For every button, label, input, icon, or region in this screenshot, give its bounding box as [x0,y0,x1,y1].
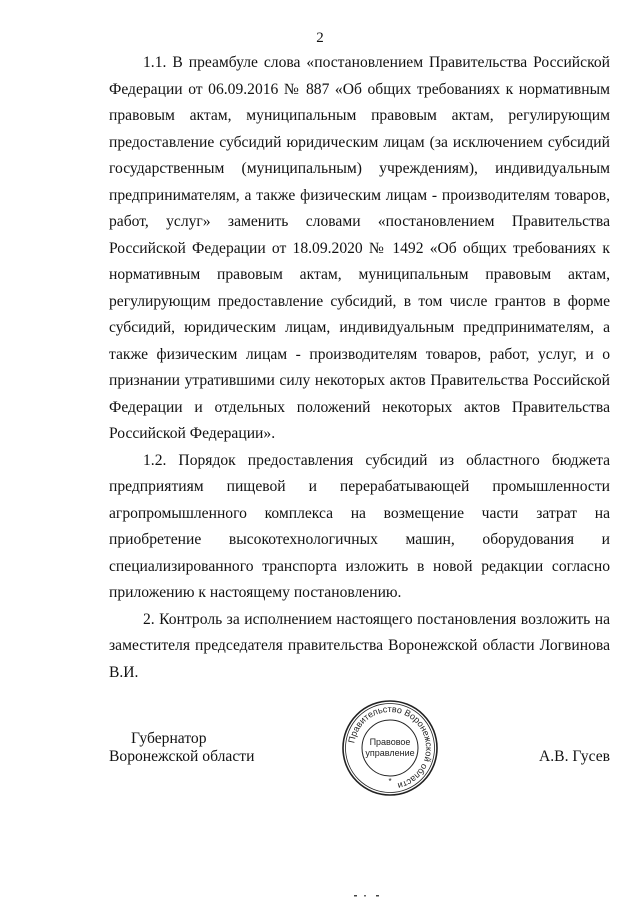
scan-artifact [354,894,384,897]
signatory-region: Воронежской области [109,748,255,765]
stamp-center-line-2: управление [365,748,415,758]
stamp-center-line-1: Правовое [369,737,411,747]
paragraph-2: 2. Контроль за исполнением настоящего постановления возложить на заместителя председателя правительства Воронежской области Логвинова В.И. [109,610,610,681]
stamp-ring-text: Правительство Воронежской области [346,703,435,792]
paragraph-1-1: 1.1. В преамбуле слова «постановлением Правительства Российской Федерации от 06.09.2016 № 887 «Об общих требованиях к нормативным правовым актам, муниципальным правовым актам, регулирующим предоставление субсидий юридическим лицам (за исключением субсидий государственным (муниципальным) учреждениям), индивидуальным предпринимателям, а также физическим лицам - производителям товаров, работ, услуг» заменить словами «постановлением Правительства Российской Федерации от 18.09.2020 № 1492 «Об общих требованиях к нормативным правовым актам, муниципальным правовым актам, регулирующим предоставление субсидий, в том числе грантов в форме субсидий, юридическим лицам, индивидуальным предпринимателям, а также физическим лицам - производителям товаров, работ, услуг, и о признании утратившими силу некоторых актов Правительства Российской Федерации и отдельных положений некоторых актов Правительства Российской Федерации». [109,54,610,442]
document-body [109,50,610,686]
signatory-title: Губернатор [131,730,207,747]
svg-text:*: * [388,777,392,786]
page-number: 2 [316,30,324,46]
official-stamp [337,698,443,798]
paragraph-1-2: 1.2. Порядок предоставления субсидий из областного бюджета предприятиям пищевой и перерабатывающей промышленности агропромышленного комплекса на возмещение части затрат на приобретение высокотехнологичных машин, оборудования и специализированного транспорта изложить в новой редакции согласно приложению к настоящему постановлению. [109,451,610,601]
signatory-name: А.В. Гусев [539,748,610,765]
